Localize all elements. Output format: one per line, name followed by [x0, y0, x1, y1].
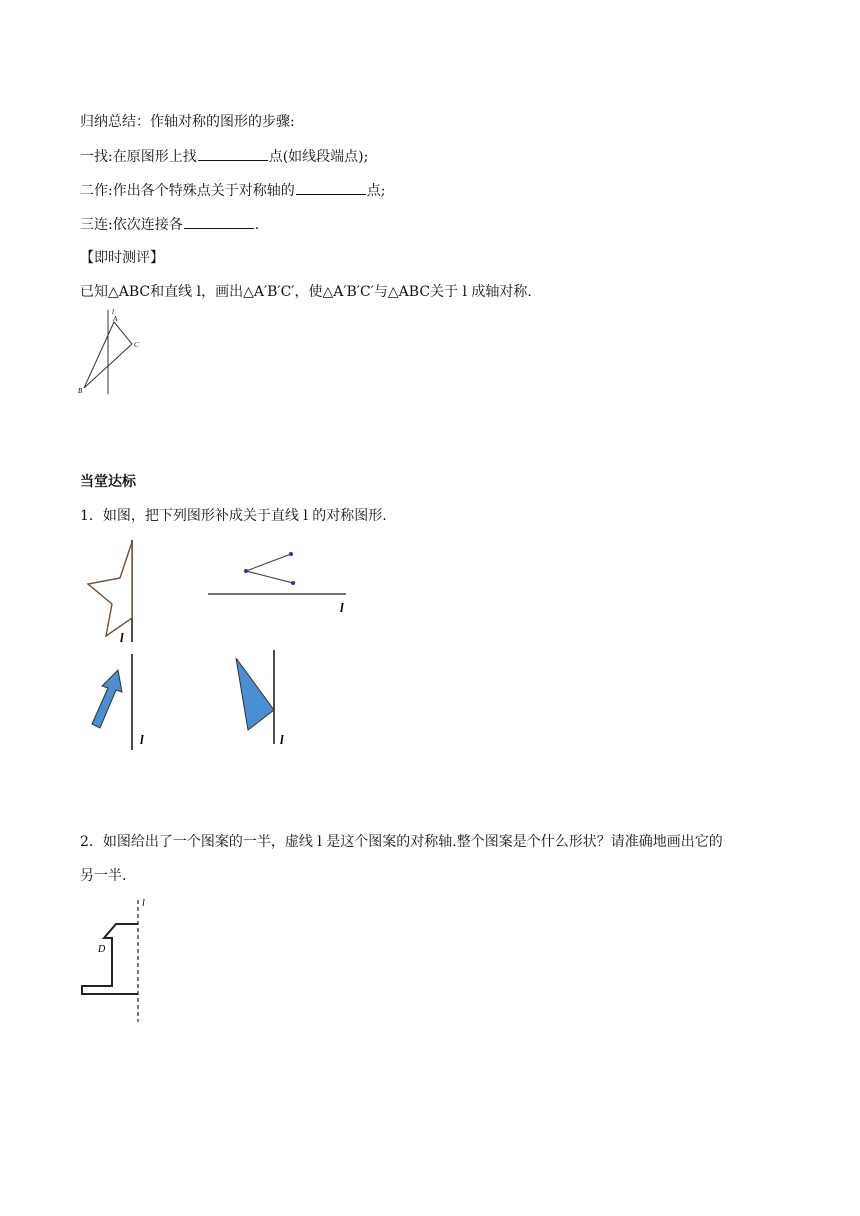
step-3-prefix: 三连:依次连接各	[80, 217, 183, 233]
arrow-shape	[92, 670, 122, 728]
step-1-blank[interactable]	[198, 146, 268, 161]
practice-q2-line2: 另一半.	[80, 868, 127, 884]
pattern-axis-label: l	[142, 898, 145, 909]
step-3-suffix: .	[254, 217, 260, 233]
half-pattern-shape	[82, 924, 138, 994]
step-2-suffix: 点;	[366, 183, 386, 199]
step-2-prefix: 二作:作出各个特殊点关于对称轴的	[80, 183, 295, 199]
arrow-figure	[86, 652, 156, 756]
quiz-heading: 【即时测评】	[80, 250, 164, 266]
step-2-blank[interactable]	[296, 180, 366, 195]
label-b: B	[78, 387, 83, 395]
angle-dot-bottom	[291, 581, 295, 585]
practice-q2-line1: 2．如图给出了一个图案的一半，虚线 l 是这个图案的对称轴.整个图案是个什么形状？请准确地画出它的	[80, 834, 723, 850]
angle-dot-top	[289, 552, 293, 556]
label-a: A	[113, 315, 118, 323]
step-1-suffix: 点(如线段端点);	[268, 149, 369, 165]
angle-axis-label: l	[340, 600, 344, 615]
blue-triangle-shape	[236, 658, 274, 730]
step-1	[80, 146, 368, 167]
label-c: C	[134, 341, 139, 349]
half-star-shape	[88, 542, 132, 636]
arrow-axis-label: l	[140, 732, 144, 747]
half-pattern-figure	[78, 896, 158, 1026]
practice-q1: 1．如图，把下列图形补成关于直线 l 的对称图形.	[80, 508, 387, 524]
step-2	[80, 180, 385, 201]
step-3-blank[interactable]	[184, 214, 254, 229]
label-l: l	[112, 308, 114, 316]
angle-shape	[246, 554, 293, 583]
step-1-prefix: 一找:在原图形上找	[80, 149, 197, 165]
triangle-axis-label: l	[280, 732, 284, 747]
blue-triangle-figure	[230, 650, 300, 750]
angle-dot-vertex	[244, 569, 248, 573]
pattern-point-label: D	[98, 944, 106, 955]
half-star-figure	[82, 538, 152, 648]
step-3	[80, 214, 259, 235]
angle-dots-figure	[204, 546, 354, 616]
summary-title: 归纳总结：作轴对称的图形的步骤:	[80, 114, 295, 130]
quiz-question: 已知△ABC和直线 l，画出△A′B′C′，使△A′B′C′与△ABC关于 l 成轴对称.	[80, 284, 532, 300]
practice-heading: 当堂达标	[80, 474, 136, 490]
triangle-abc-figure	[76, 306, 146, 396]
star-axis-label: l	[120, 630, 124, 645]
